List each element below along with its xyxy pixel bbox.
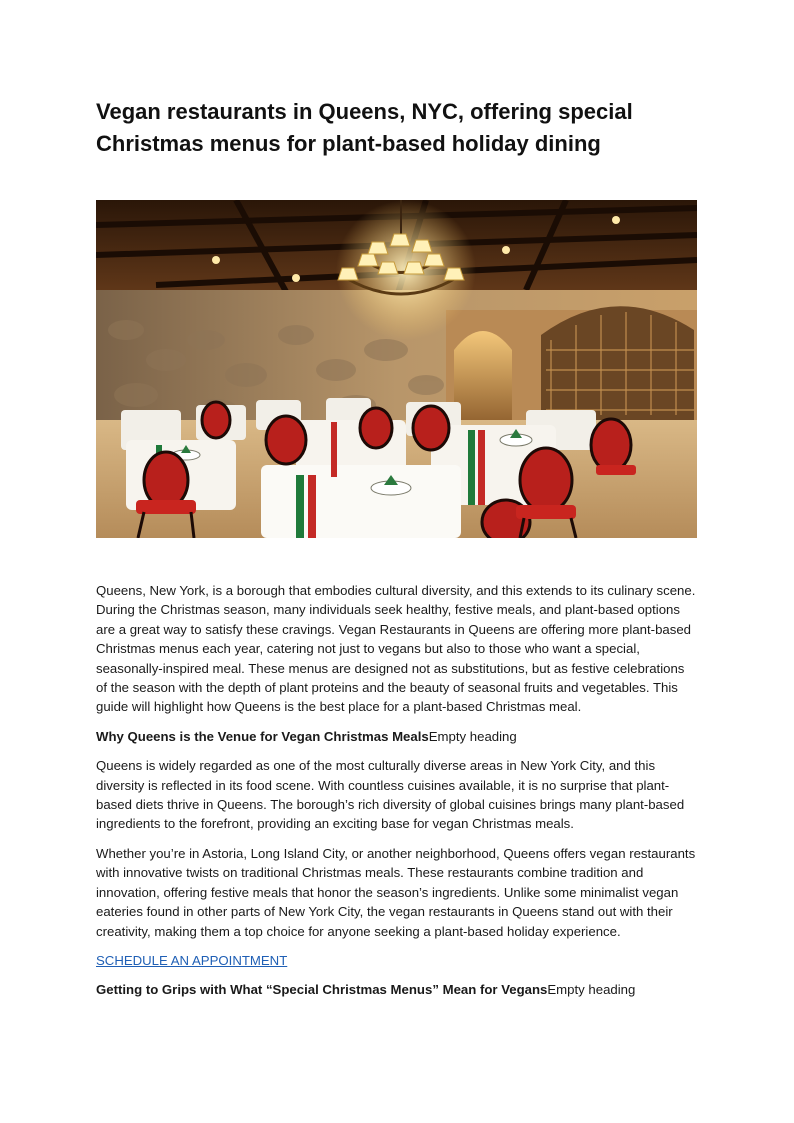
page-title: Vegan restaurants in Queens, NYC, offering special Christmas menus for plant-based holiday dining	[96, 99, 633, 156]
why-queens-heading-text: Why Queens is the Venue for Vegan Christmas Meals	[96, 728, 429, 744]
diversity-paragraph: Queens is widely regarded as one of the most culturally diverse areas in New York City, and this diversity is reflected in its food scene. With countless cuisines available, it is no surprise that plant-based diets thrive in Queens. The borough’s rich diversity of global cuisines brings many plant-based ingredients to the forefront, providing an exciting base for vegan Christmas meals.	[96, 758, 685, 832]
neighborhoods-paragraph: Whether you’re in Astoria, Long Island City, or another neighborhood, Queens offers vegan restaurants with innovative twists on traditional Christmas meals. These restaurants combine tradition and innovation, offering festive meals that honor the season’s ingredients. Unlike some minimalist vegan eateries found in other parts of New York City, the vegan restaurants in Queens stand out with their creativity, making them a top choice for anyone seeking a plant-based holiday experience.	[96, 845, 696, 939]
why-queens-heading	[96, 727, 698, 746]
grips-heading-text: Getting to Grips with What “Special Christmas Menus” Mean for Vegans	[96, 982, 548, 998]
intro-paragraph: Queens, New York, is a borough that embodies cultural diversity, and this extends to its culinary scene. During the Christmas season, many individuals seek healthy, festive meals, and plant-based options are a great way to satisfy these cravings. Vegan Restaurants in Queens are offering more plant-based Christmas menus each year, catering not just to vegans but also to those who want a special, seasonally-inspired meal. These menus are designed not as substitutions, but as festive celebrations of the season with the depth of plant proteins and the beauty of seasonal fruits and vegetables. This guide will highlight how Queens is the best place for a plant-based Christmas meal.	[96, 583, 696, 715]
why-queens-heading-suffix: Empty heading	[428, 728, 517, 744]
restaurant-photo	[96, 200, 697, 538]
cta-line	[96, 951, 698, 970]
schedule-appointment-link[interactable]: SCHEDULE AN APPOINTMENT	[96, 952, 288, 968]
grips-heading-suffix: Empty heading	[547, 982, 636, 998]
grips-heading	[96, 980, 698, 999]
article-body	[96, 581, 698, 1010]
